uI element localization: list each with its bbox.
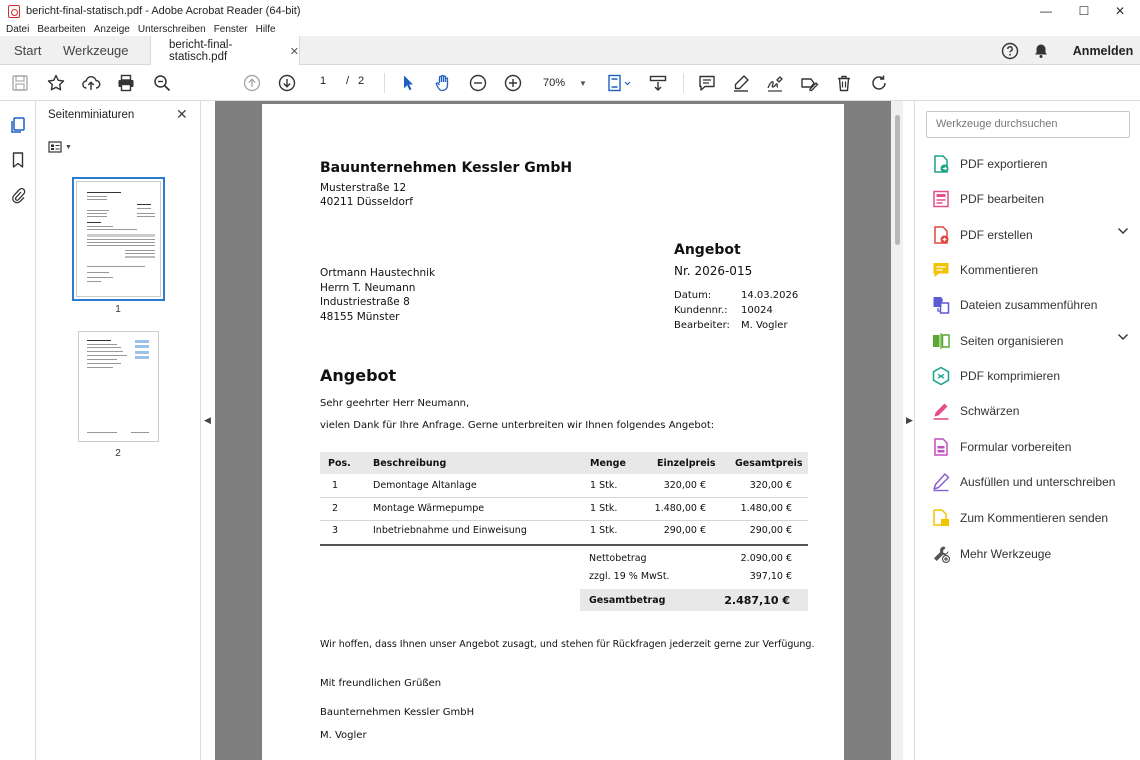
previous-page-icon[interactable] — [240, 71, 264, 95]
vat-value: 397,10 € — [749, 571, 792, 582]
closing-text: Wir hoffen, dass Ihnen unser Angebot zusagt, und stehen für Rückfragen jederzeit gerne zur Verfügung. — [320, 639, 815, 650]
meta-label: Datum: — [674, 290, 712, 301]
save-icon[interactable] — [8, 71, 32, 95]
bookmarks-icon[interactable] — [8, 150, 28, 170]
tool-mehr-werkzeuge[interactable] — [931, 543, 1131, 565]
current-page-field[interactable]: 1 — [320, 75, 327, 87]
print-icon[interactable] — [114, 71, 138, 95]
redact-icon — [931, 401, 951, 421]
tool-label: Formular vorbereiten — [960, 440, 1072, 454]
document-tab-label: bericht-final-statisch.pdf — [169, 39, 233, 63]
edit-text-icon[interactable] — [797, 71, 821, 95]
thumbnail-grid-icon — [48, 141, 62, 153]
signature-name: M. Vogler — [320, 730, 367, 741]
thumbnails-panel — [36, 101, 201, 760]
table-cell: Demontage Altanlage — [373, 480, 477, 491]
bookmark-star-icon[interactable] — [44, 71, 68, 95]
recipient-line: Ortmann Haustechnik — [320, 267, 436, 279]
tool-pdf-erstellen[interactable] — [931, 224, 1131, 246]
tool-zum-kommentieren-senden[interactable] — [931, 507, 1131, 529]
tool-pdf-komprimieren[interactable] — [931, 365, 1131, 387]
greeting: Mit freundlichen Grüßen — [320, 678, 442, 689]
table-cell: 1.480,00 € — [654, 503, 706, 514]
tool-label: PDF erstellen — [960, 228, 1033, 242]
net-value: 2.090,00 € — [740, 553, 792, 564]
table-cell: 1 Stk. — [590, 525, 618, 536]
tool-label: Mehr Werkzeuge — [960, 547, 1052, 561]
maximize-button[interactable]: ☐ — [1078, 4, 1090, 18]
net-label: Nettobetrag — [589, 553, 647, 564]
total-value: 2.487,10 € — [724, 594, 790, 607]
comment-icon[interactable] — [695, 71, 719, 95]
salutation: Sehr geehrter Herr Neumann, — [320, 398, 470, 409]
tool-formular-vorbereiten[interactable] — [931, 436, 1131, 458]
document-heading: Angebot — [320, 366, 397, 385]
offer-label: Angebot — [674, 242, 741, 258]
fill-sign-icon — [931, 472, 951, 492]
meta-value: 14.03.2026 — [741, 290, 799, 301]
rotate-icon[interactable] — [867, 71, 891, 95]
meta-label: Bearbeiter: — [674, 320, 730, 331]
tool-ausfuellen-unterschreiben[interactable] — [931, 471, 1131, 493]
meta-value: M. Vogler — [741, 320, 788, 331]
tab-start[interactable]: Start — [14, 43, 42, 58]
pdf-page — [262, 104, 844, 760]
select-cursor-icon[interactable] — [396, 71, 420, 95]
tool-dateien-zusammenfuehren[interactable] — [931, 294, 1131, 316]
next-page-icon[interactable] — [275, 71, 299, 95]
main-toolbar — [0, 65, 1140, 101]
tools-search-input[interactable]: Werkzeuge durchsuchen — [926, 111, 1130, 138]
tool-label: Dateien zusammenführen — [960, 298, 1098, 312]
comment-icon — [931, 260, 951, 280]
collapse-left-panel-icon[interactable]: ◀ — [204, 415, 211, 425]
tool-seiten-organisieren[interactable] — [931, 330, 1131, 352]
menu-unterschreiben[interactable]: Unterschreiben — [137, 23, 206, 35]
scrollbar-thumb[interactable] — [895, 115, 900, 245]
intro-text: vielen Dank für Ihre Anfrage. Gerne unterbreiten wir Ihnen folgendes Angebot: — [320, 420, 715, 431]
acrobat-icon — [8, 5, 20, 18]
zoom-in-icon[interactable] — [501, 71, 525, 95]
delete-icon[interactable] — [832, 71, 856, 95]
find-zoom-icon[interactable] — [150, 71, 174, 95]
recipient-line: Herrn T. Neumann — [320, 282, 416, 294]
zoom-value: 70% — [543, 77, 566, 89]
company-name: Bauunternehmen Kessler GmbH — [320, 160, 573, 176]
page-thumbnails-icon[interactable] — [8, 115, 28, 135]
thumbnail-page-2[interactable] — [78, 331, 159, 442]
tool-label: PDF bearbeiten — [960, 192, 1045, 206]
tab-werkzeuge[interactable]: Werkzeuge — [63, 43, 129, 58]
offer-number: Nr. 2026-015 — [674, 264, 753, 278]
table-cell: 1 Stk. — [590, 480, 618, 491]
chevron-down-icon: ▼ — [579, 78, 587, 88]
export-pdf-icon — [931, 154, 951, 174]
close-tab-icon[interactable]: ✕ — [289, 45, 299, 58]
toolbar-divider — [683, 73, 684, 93]
document-scrollbar[interactable] — [891, 101, 903, 760]
total-label: Gesamtbetrag — [589, 595, 666, 606]
tool-pdf-bearbeiten[interactable] — [931, 188, 1131, 210]
table-header-cell: Gesamtpreis — [735, 458, 803, 469]
table-header-cell: Pos. — [328, 458, 351, 469]
signin-button[interactable]: Anmelden — [1072, 43, 1134, 58]
tool-schwaerzen[interactable] — [931, 400, 1131, 422]
close-window-button[interactable]: ✕ — [1114, 4, 1126, 18]
tab-document[interactable] — [150, 36, 300, 66]
table-header-cell: Menge — [590, 458, 626, 469]
compress-pdf-icon — [931, 366, 951, 386]
table-cell: 1 Stk. — [590, 503, 618, 514]
total-pages: 2 — [358, 75, 365, 87]
left-nav-rail — [0, 101, 36, 760]
tool-kommentieren[interactable] — [931, 259, 1131, 281]
thumbnail-label-1: 1 — [115, 304, 121, 315]
page-fit-icon[interactable] — [604, 71, 634, 95]
organize-pages-icon — [931, 331, 951, 351]
row-divider — [320, 497, 808, 498]
thumbnails-title: Seitenminiaturen — [48, 109, 135, 121]
tools-panel — [914, 101, 1140, 760]
table-cell: Inbetriebnahme und Einweisung — [373, 525, 527, 536]
toolbar-divider — [384, 73, 385, 93]
table-cell: 1.480,00 € — [740, 503, 792, 514]
chevron-down-icon[interactable] — [1117, 333, 1129, 344]
table-cell: 1 — [332, 480, 339, 491]
table-cell: 2 — [332, 503, 339, 514]
window-title: bericht-final-statisch.pdf - Adobe Acrobat Reader (64-bit) — [26, 5, 301, 17]
tool-label: Ausfüllen und unterschreiben — [960, 475, 1116, 489]
tool-label: Schwärzen — [960, 404, 1020, 418]
zoom-out-icon[interactable] — [466, 71, 490, 95]
zoom-dropdown[interactable] — [535, 73, 591, 93]
chevron-down-icon: ▼ — [65, 143, 72, 151]
menu-bearbeiten[interactable]: Bearbeiten — [37, 23, 86, 35]
table-cell: 3 — [332, 525, 339, 536]
tool-pdf-exportieren[interactable] — [931, 153, 1131, 175]
table-header-cell: Beschreibung — [373, 458, 447, 469]
menu-datei[interactable]: Datei — [6, 23, 30, 35]
title-bar — [0, 0, 1140, 22]
thumbnail-label-2: 2 — [115, 448, 121, 459]
table-cell: 320,00 € — [749, 480, 792, 491]
cloud-upload-icon[interactable] — [79, 71, 103, 95]
thumbnail-page-1[interactable] — [72, 177, 165, 301]
thumbnail-options-button[interactable] — [48, 139, 78, 155]
minimize-button[interactable]: — — [1040, 4, 1052, 18]
menu-fenster[interactable]: Fenster — [213, 23, 248, 35]
table-cell: 290,00 € — [749, 525, 792, 536]
company-street: Musterstraße 12 — [320, 182, 407, 194]
combine-files-icon — [931, 295, 951, 315]
attachments-icon[interactable] — [8, 185, 28, 205]
close-thumbnails-icon[interactable]: ✕ — [176, 106, 188, 122]
help-icon[interactable] — [1001, 36, 1021, 65]
meta-value: 10024 — [741, 305, 773, 316]
scroll-mode-icon[interactable] — [646, 71, 670, 95]
table-header-cell: Einzelpreis — [657, 458, 716, 469]
vat-label: zzgl. 19 % MwSt. — [589, 571, 670, 582]
notifications-bell-icon[interactable] — [1033, 36, 1053, 65]
edit-pdf-icon — [931, 189, 951, 209]
tool-label: Kommentieren — [960, 263, 1039, 277]
menu-bar — [0, 22, 1140, 36]
recipient-line: Industriestraße 8 — [320, 296, 410, 308]
more-tools-icon — [931, 544, 951, 564]
collapse-right-panel-icon[interactable]: ▶ — [906, 415, 913, 425]
menu-anzeige[interactable]: Anzeige — [93, 23, 130, 35]
signature-company: Baunternehmen Kessler GmbH — [320, 707, 475, 718]
recipient-line: 48155 Münster — [320, 311, 400, 323]
table-bottom-rule — [320, 544, 808, 546]
row-divider — [320, 520, 808, 521]
send-comment-icon — [931, 508, 951, 528]
table-cell: 290,00 € — [663, 525, 706, 536]
tool-label: Zum Kommentieren senden — [960, 511, 1109, 525]
page-separator: / — [346, 75, 350, 87]
create-pdf-icon — [931, 225, 951, 245]
sign-icon[interactable] — [763, 71, 787, 95]
document-view[interactable] — [215, 101, 891, 760]
tool-label: PDF komprimieren — [960, 369, 1061, 383]
company-city: 40211 Düsseldorf — [320, 196, 413, 208]
tool-label: Seiten organisieren — [960, 334, 1064, 348]
prepare-form-icon — [931, 437, 951, 457]
tool-label: PDF exportieren — [960, 157, 1048, 171]
highlight-pen-icon[interactable] — [729, 71, 753, 95]
chevron-down-icon[interactable] — [1117, 227, 1129, 238]
meta-label: Kundennr.: — [674, 305, 728, 316]
table-cell: Montage Wärmepumpe — [373, 503, 485, 514]
menu-hilfe[interactable]: Hilfe — [255, 23, 276, 35]
tab-bar — [0, 36, 1140, 65]
hand-tool-icon[interactable] — [431, 71, 455, 95]
table-cell: 320,00 € — [663, 480, 706, 491]
